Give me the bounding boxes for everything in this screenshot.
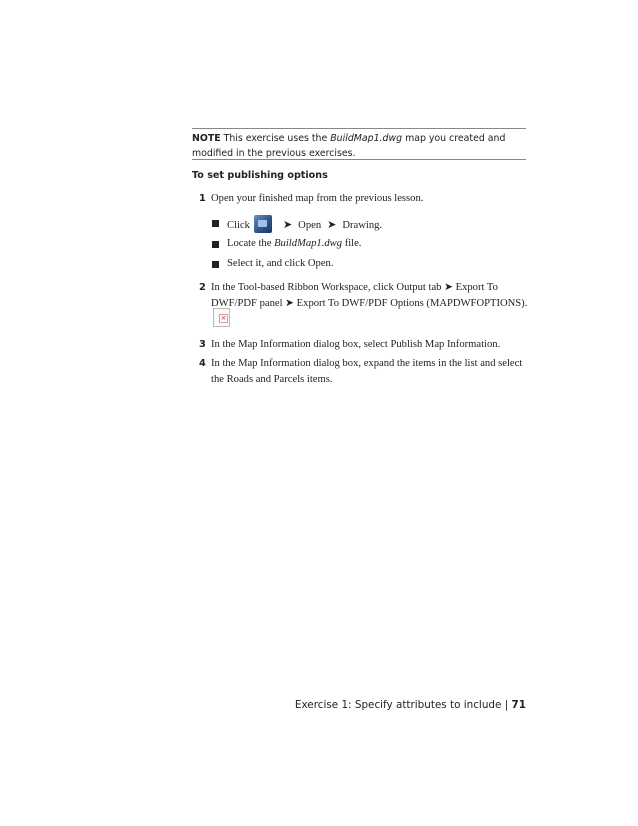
bullet-text (227, 215, 382, 233)
step-text: Open your finished map from the previous lesson. (211, 193, 424, 204)
footer-title: Exercise 1: Specify attributes to include (294, 699, 502, 711)
page-number: 71 (511, 699, 526, 711)
bullet-square-icon (212, 261, 219, 268)
step-text: In the Map Information dialog box, expand the items in the list and select the Roads and Parcels items. (211, 358, 523, 385)
application-menu-icon (254, 215, 272, 233)
locate-text-after: file. (342, 238, 362, 249)
bullet-text (227, 236, 361, 251)
note-text-before: This exercise uses the (220, 133, 331, 144)
arrow-icon: ➤ (327, 219, 337, 231)
footer-separator: | (504, 699, 509, 711)
bullet-square-icon (212, 241, 219, 248)
step-number: 2 (199, 282, 206, 293)
note-block (192, 131, 528, 161)
procedure-title: To set publishing options (192, 170, 328, 181)
step-text: In the Map Information dialog box, select Publish Map Information. (211, 339, 501, 350)
step-number: 1 (199, 193, 206, 204)
note-top-rule (192, 128, 526, 129)
broken-image-icon: × (213, 308, 230, 327)
step-text: In the Tool-based Ribbon Workspace, click Output tab ➤ Export To DWF/PDF panel ➤ Export To DWF/PDF Options (MAPDWFOPTIONS). (211, 282, 528, 309)
drawing-label: Drawing. (342, 220, 383, 231)
step-number: 3 (199, 339, 206, 350)
bullet-square-icon (212, 220, 219, 227)
note-filename: BuildMap1.dwg (330, 133, 403, 144)
locate-filename: BuildMap1.dwg (274, 238, 343, 249)
note-bottom-rule (192, 159, 526, 160)
page-footer (295, 699, 526, 711)
click-label: Click (227, 220, 250, 231)
note-text-after: map you created and modified in the previous exercises. (192, 133, 506, 159)
arrow-icon: ➤ (282, 219, 293, 231)
open-label: Open (298, 220, 322, 231)
step-number: 4 (199, 358, 206, 369)
locate-text: Locate the (227, 238, 275, 249)
note-label: NOTE (192, 133, 221, 144)
bullet-text: Select it, and click Open. (227, 258, 334, 269)
